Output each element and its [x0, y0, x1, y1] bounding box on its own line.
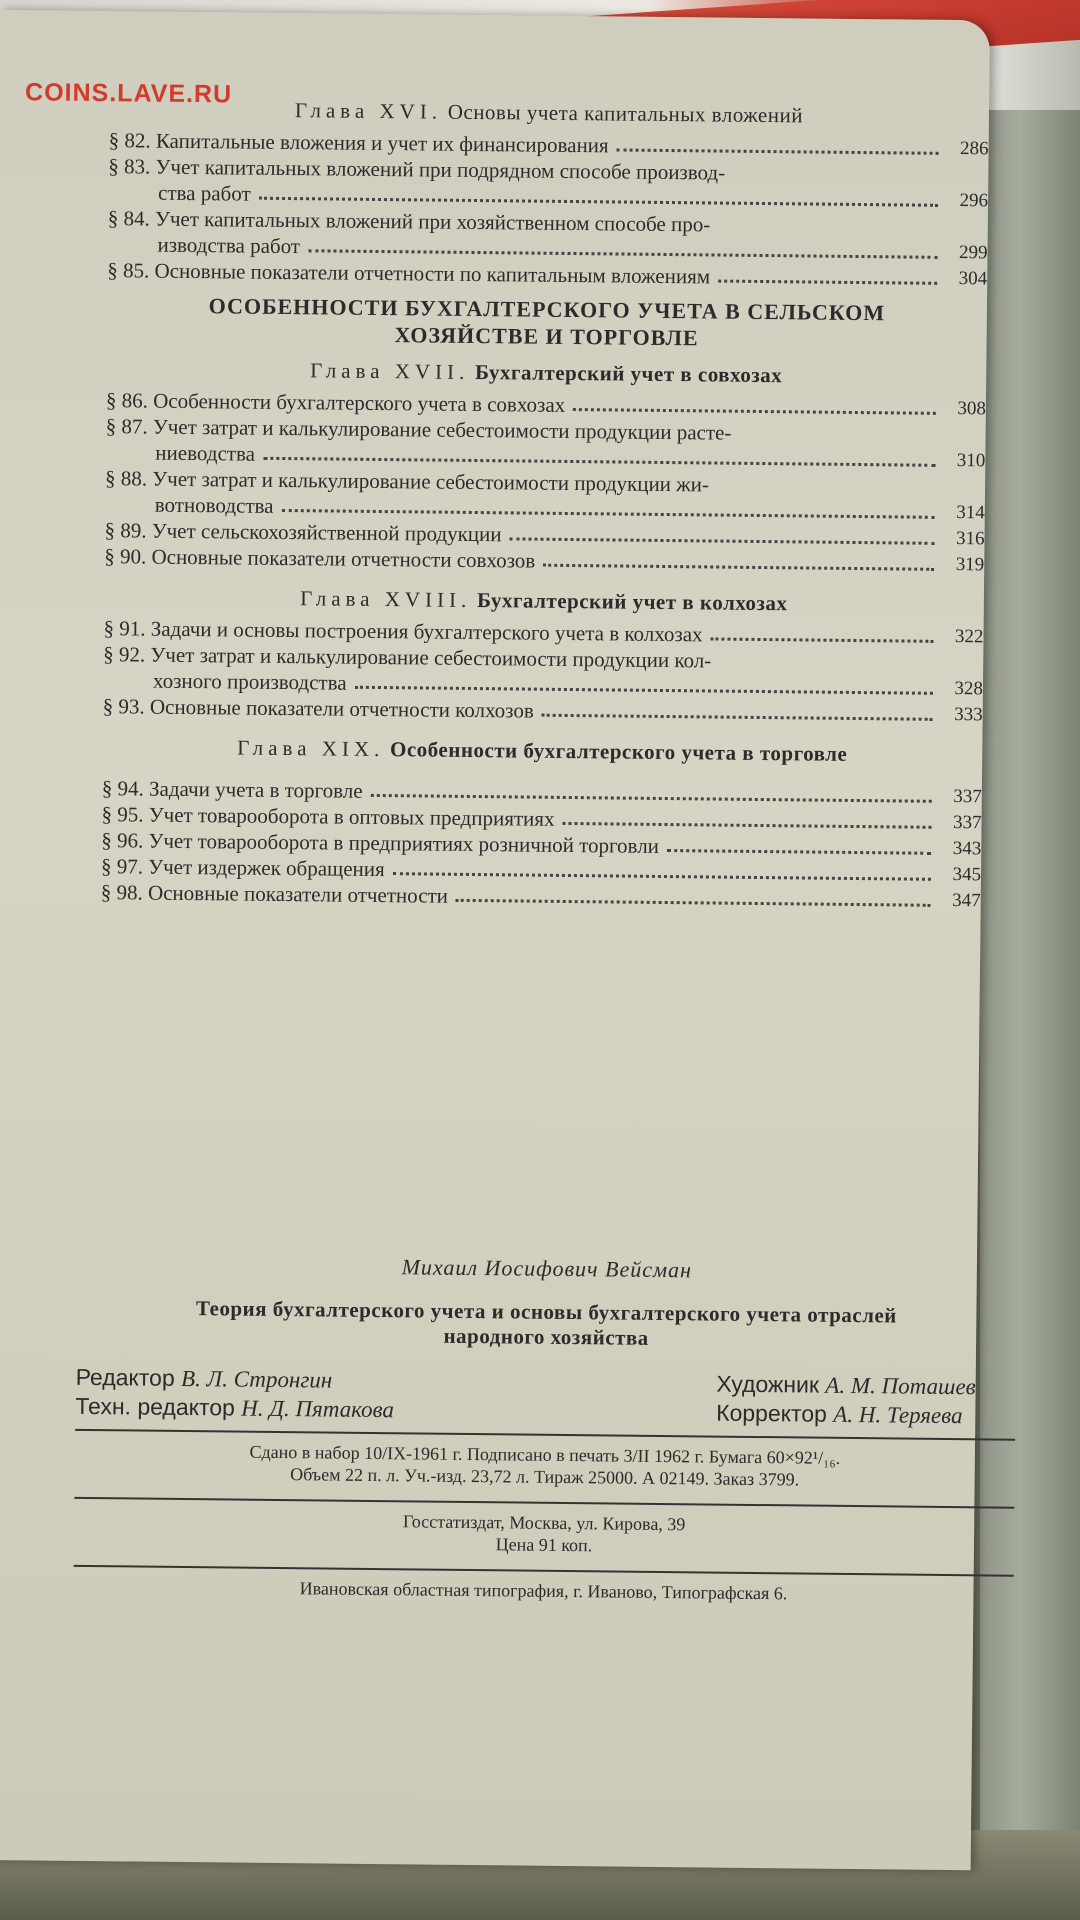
toc-entry: § 82. Капитальные вложения и учет их финансирования 286: [108, 128, 989, 160]
toc-entry: § 93. Основные показатели отчетности колхозов 333: [102, 694, 983, 726]
toc-entry: § 86. Особенности бухгалтерского учета в совхозах 308: [105, 388, 986, 420]
editor-credit: Редактор В. Л. Стронгин: [75, 1363, 333, 1393]
publisher-info: Госстатиздат, Москва, ул. Кирова, 39 Цена 91 коп.: [402, 1511, 686, 1556]
toc-entry-cont: вотноводства 314: [154, 492, 985, 524]
toc-entry-cont: ниеводства 310: [155, 440, 986, 472]
artist-credit: Художник А. М. Поташев: [716, 1370, 976, 1400]
toc-entry: § 95. Учет товарооборота в оптовых предприятиях 337: [101, 802, 982, 834]
toc-entry: § 91. Задачи и основы построения бухгалтерского учета в колхозах 322: [103, 616, 984, 648]
toc-entry: § 98. Основные показатели отчетности 347: [100, 880, 981, 912]
tech-editor-credit: Техн. редактор Н. Д. Пятакова: [75, 1392, 395, 1423]
toc-entry: § 87. Учет затрат и калькулирование себестоимости продукции расте-: [105, 414, 732, 445]
toc-entry-cont: ства работ 296: [157, 180, 989, 212]
chapter-heading: Глава XVII. Бухгалтерский учет в совхозах: [310, 358, 783, 388]
divider: [75, 1429, 1015, 1441]
toc-entry: § 90. Основные показатели отчетности совхозов 319: [104, 544, 985, 576]
toc-entry-cont: хозного производства 328: [152, 668, 984, 700]
toc-entry: § 89. Учет сельскохозяйственной продукции 316: [104, 518, 985, 550]
book-page: [0, 10, 990, 1870]
toc-entry: § 94. Задачи учета в торговле 337: [101, 776, 982, 808]
toc-entry: § 88. Учет затрат и калькулирование себестоимости продукции жи-: [104, 466, 710, 497]
toc-entry: § 92. Учет затрат и калькулирование себестоимости продукции кол-: [103, 642, 712, 673]
toc-entry: § 97. Учет издержек обращения 345: [100, 854, 982, 886]
watermark: COINS.LAVE.RU: [24, 78, 233, 109]
toc-entry: § 96. Учет товарооборота в предприятиях розничной торговли 343: [101, 828, 982, 860]
divider: [74, 1497, 1014, 1509]
chapter-heading: Глава XIX. Особенности бухгалтерского учета в торговле: [237, 735, 848, 766]
book-title: Теория бухгалтерского учета и основы бухгалтерского учета отраслей народного хозяйства: [195, 1296, 897, 1350]
part-heading: ОСОБЕННОСТИ БУХГАЛТЕРСКОГО УЧЕТА В СЕЛЬСКОМ ХОЗЯЙСТВЕ И ТОРГОВЛЕ: [208, 293, 886, 351]
book-cover-edge: [980, 110, 1080, 1920]
toc-entry: § 83. Учет капитальных вложений при подрядном способе производ-: [108, 154, 726, 185]
chapter-heading: Глава XVI. Основы учета капитальных вложений: [294, 98, 804, 128]
table-of-contents: [101, 91, 989, 914]
proofreader-credit: Корректор А. Н. Теряева: [716, 1399, 963, 1429]
printer-info: Ивановская областная типография, г. Иваново, Типографская 6.: [299, 1578, 788, 1604]
staff-credits: [75, 1363, 1016, 1431]
print-details: Сдано в набор 10/IX-1961 г. Подписано в печать 3/II 1962 г. Бумага 60×92¹/₁₆. Объем 22 п. л. Уч.-изд. 23,72 л. Тираж 25000. А 02149. Заказ 3799.: [249, 1441, 841, 1490]
toc-entry-cont: изводства работ 299: [157, 232, 988, 264]
imprint: [73, 1251, 1017, 1607]
author-name: Михаил Иосифович Вейсман: [401, 1254, 693, 1283]
chapter-heading: Глава XVIII. Бухгалтерский учет в колхозах: [300, 586, 788, 616]
toc-entry: § 84. Учет капитальных вложений при хозяйственном способе про-: [107, 206, 711, 237]
toc-entry: § 85. Основные показатели отчетности по капитальным вложениям 304: [107, 258, 988, 290]
divider: [74, 1565, 1014, 1577]
